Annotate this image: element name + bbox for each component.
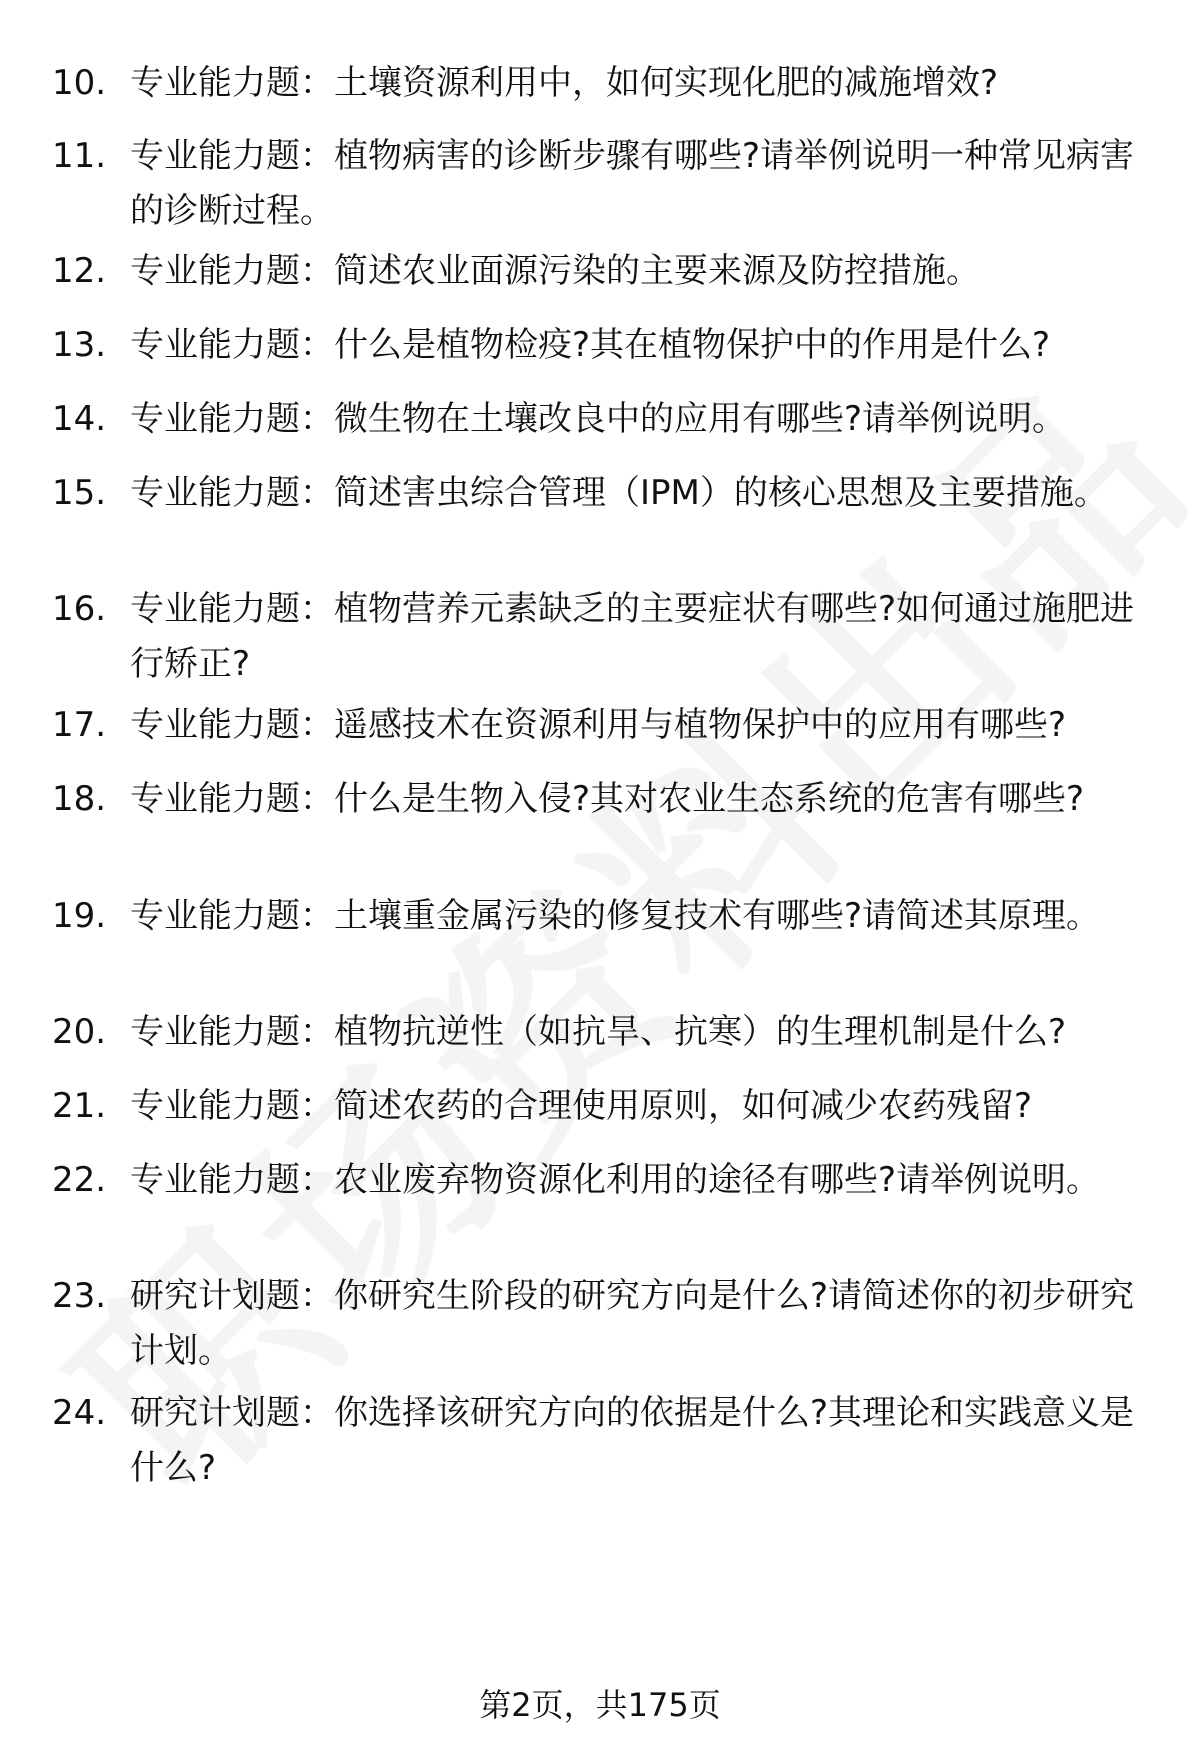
list-item	[52, 392, 1152, 447]
list-item	[52, 56, 1152, 111]
question-text: 专业能力题：土壤资源利用中，如何实现化肥的减施增效?	[130, 63, 999, 103]
question-number: 12.	[52, 251, 107, 291]
question-number: 19.	[52, 896, 107, 936]
question-text: 专业能力题：什么是生物入侵?其对农业生态系统的危害有哪些?	[130, 779, 1085, 819]
page-number-label: 第2页，共175页	[479, 1686, 721, 1724]
question-number: 18.	[52, 779, 107, 819]
question-text: 专业能力题：微生物在土壤改良中的应用有哪些?请举例说明。	[130, 399, 1067, 439]
list-item	[52, 129, 1152, 239]
question-number: 15.	[52, 473, 107, 513]
list-item	[52, 318, 1152, 373]
question-number: 10.	[52, 63, 107, 103]
question-text: 研究计划题：你研究生阶段的研究方向是什么?请简述你的初步研究计划。	[130, 1276, 1135, 1371]
question-number: 14.	[52, 399, 107, 439]
question-text: 专业能力题：遥感技术在资源利用与植物保护中的应用有哪些?	[130, 705, 1067, 745]
list-item	[52, 244, 1152, 299]
list-item	[52, 889, 1152, 944]
list-item	[52, 1153, 1152, 1208]
question-number: 11.	[52, 136, 107, 176]
page-footer	[0, 1680, 1200, 1730]
question-text: 专业能力题：植物营养元素缺乏的主要症状有哪些?如何通过施肥进行矫正?	[130, 589, 1135, 684]
list-item	[52, 1386, 1152, 1496]
question-text: 专业能力题：简述农药的合理使用原则，如何减少农药残留?	[130, 1086, 1033, 1126]
question-number: 23.	[52, 1276, 107, 1316]
question-number: 21.	[52, 1086, 107, 1126]
question-text: 研究计划题：你选择该研究方向的依据是什么?其理论和实践意义是什么?	[130, 1393, 1135, 1488]
question-text: 专业能力题：植物病害的诊断步骤有哪些?请举例说明一种常见病害的诊断过程。	[130, 136, 1135, 231]
list-item	[52, 466, 1152, 521]
question-number: 20.	[52, 1012, 107, 1052]
question-text: 专业能力题：土壤重金属污染的修复技术有哪些?请简述其原理。	[130, 896, 1101, 936]
list-item	[52, 582, 1152, 692]
question-number: 13.	[52, 325, 107, 365]
question-text: 专业能力题：简述农业面源污染的主要来源及防控措施。	[130, 251, 980, 291]
question-text: 专业能力题：什么是植物检疫?其在植物保护中的作用是什么?	[130, 325, 1051, 365]
list-item	[52, 1269, 1152, 1379]
question-number: 17.	[52, 705, 107, 745]
question-text: 专业能力题：简述害虫综合管理（IPM）的核心思想及主要措施。	[130, 473, 1108, 513]
question-text: 专业能力题：植物抗逆性（如抗旱、抗寒）的生理机制是什么?	[130, 1012, 1067, 1052]
list-item	[52, 772, 1152, 827]
question-number: 22.	[52, 1160, 107, 1200]
question-text: 专业能力题：农业废弃物资源化利用的途径有哪些?请举例说明。	[130, 1160, 1101, 1200]
list-item	[52, 1079, 1152, 1134]
list-item	[52, 698, 1152, 753]
question-number: 24.	[52, 1393, 107, 1433]
question-number: 16.	[52, 589, 107, 629]
list-item	[52, 1005, 1152, 1060]
